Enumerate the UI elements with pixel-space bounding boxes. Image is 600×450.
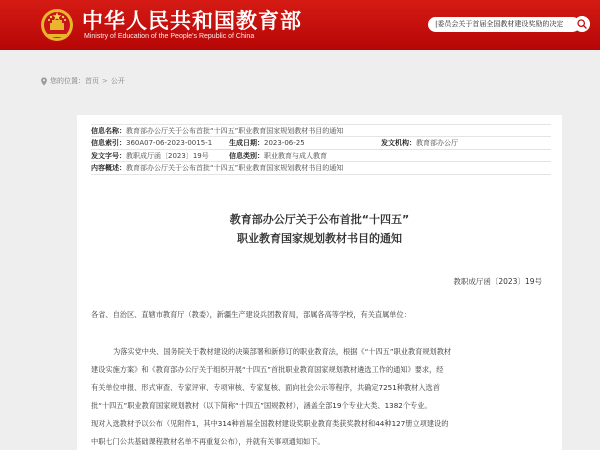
meta-category-label: 信息类别： xyxy=(229,151,264,160)
body-line: 为落实党中央、国务院关于教材建设的决策部署和新修订的职业教育法，根据《“十四五”职业教育规划教材 xyxy=(113,347,452,356)
meta-docno-value: 教职成厅函〔2023〕19号 xyxy=(126,151,209,160)
meta-name-value: 教育部办公厅关于公布首批“十四五”职业教育国家规划教材书目的通知 xyxy=(126,127,344,135)
search-icon[interactable] xyxy=(574,16,590,32)
content-panel xyxy=(77,115,562,450)
document-number: 教职成厅函〔2023〕19号 xyxy=(453,277,542,286)
site-title[interactable]: 中华人民共和国教育部 xyxy=(82,9,302,33)
salutation: 各省、自治区、直辖市教育厅（教委），新疆生产建设兵团教育局，部属各高等学校，有关直属单位： xyxy=(91,310,411,319)
breadcrumb-separator: > xyxy=(102,77,108,85)
article-title-line2: 职业教育国家规划教材书目的通知 xyxy=(237,232,402,245)
breadcrumb xyxy=(40,76,125,86)
breadcrumb-item-home[interactable]: 首页 xyxy=(85,77,99,85)
meta-index-label: 信息索引： xyxy=(91,138,126,147)
meta-row-docno xyxy=(91,150,551,163)
body-line: 建设实施方案》和《教育部办公厅关于组织开展“十四五”首批职业教育国家规划教材遴选工作的通知》要求，经 xyxy=(91,365,444,374)
body-line: 批“十四五”职业教育国家规划教材（以下简称“十四五”国规教材），涵盖全部19个专业大类、1382个专业。 xyxy=(91,401,432,410)
meta-summary-label: 内容概述： xyxy=(91,164,126,173)
meta-row-name xyxy=(91,124,551,137)
meta-summary-value: 教育部办公厅关于公布首批“十四五”职业教育国家规划教材书目的通知 xyxy=(126,164,344,173)
meta-org-value: 教育部办公厅 xyxy=(416,138,458,147)
meta-date-value: 2023-06-25 xyxy=(264,138,305,147)
body-line: 现对入选教材予以公布（见附件1，其中314种首届全国教材建设奖职业教育类获奖教材和44种127册立项建设的 xyxy=(91,419,449,428)
body-line: 有关单位申报、形式审查、专家评审、专项审核、专家复核、面向社会公示等程序，共确定7251种教材入选首 xyxy=(91,383,440,392)
body-line: 中职七门公共基础课程教材名单不再重复公布），并就有关事项通知如下。 xyxy=(91,437,325,446)
site-subtitle: Ministry of Education of the People's Republic of China xyxy=(84,33,255,40)
meta-date-label: 生成日期： xyxy=(229,138,264,147)
meta-row-summary xyxy=(91,162,551,175)
meta-name-label: 信息名称： xyxy=(91,127,126,135)
meta-category-value: 职业教育与成人教育 xyxy=(264,151,327,160)
meta-docno-label: 发文字号： xyxy=(91,151,126,160)
meta-row-index xyxy=(91,137,551,150)
meta-index-value: 360A07-06-2023-0015-1 xyxy=(126,138,213,147)
search-input[interactable]: |委员会关于首届全国教材建设奖励的决定 xyxy=(428,17,580,32)
metadata-table xyxy=(91,124,551,175)
national-emblem-icon[interactable] xyxy=(40,6,74,44)
location-pin-icon xyxy=(40,77,48,86)
article-title-line1: 教育部办公厅关于公布首批“十四五” xyxy=(229,213,410,226)
site-header xyxy=(0,0,600,50)
breadcrumb-prefix: 您的位置： xyxy=(50,77,85,85)
meta-org-label: 发文机构： xyxy=(381,138,416,147)
breadcrumb-item-public[interactable]: 公开 xyxy=(110,77,125,85)
